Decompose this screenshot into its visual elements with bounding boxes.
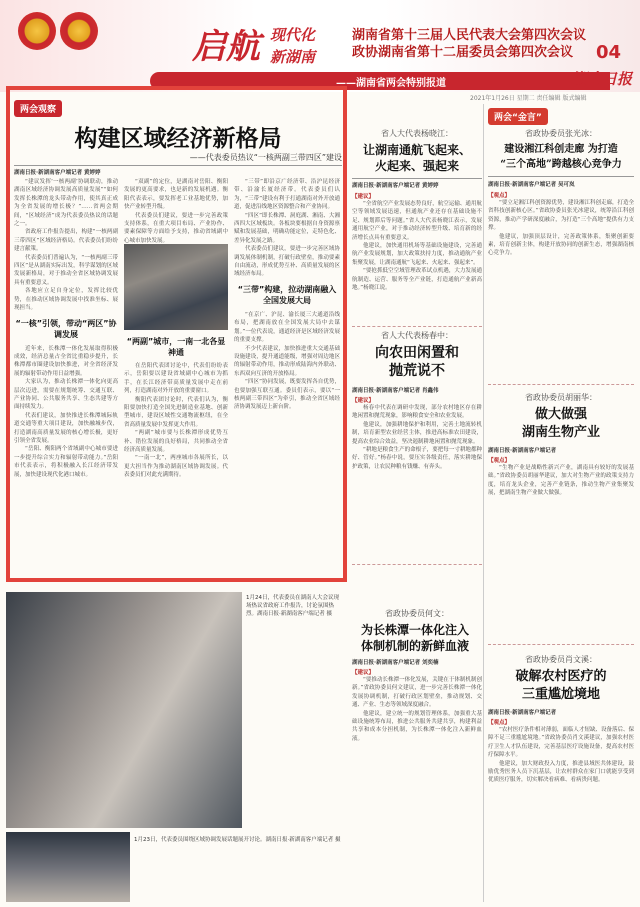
- divider: [488, 644, 634, 645]
- paragraph: 他建议，加快通用机场等基础设施建设，完善通航产业发展规划，加大政策扶持力度，推动通航产业集聚发展，让湖南通航“飞起来、火起来、强起来”。: [352, 243, 482, 266]
- divider: [14, 165, 342, 166]
- subheading: “一核”引领，带动“两区”协调发展: [15, 318, 117, 339]
- headline-logo: [190, 18, 340, 70]
- right-bottom-body: [488, 718, 634, 785]
- paragraph: 大家认为，推动长株潭一体化向更高层次迈进，需要在规划统筹、交通互联、产业协同、公共服务共享、生态共建等方面持续发力。: [14, 379, 118, 411]
- mid-mid-title: [352, 344, 482, 380]
- paragraph: 省政府工作报告提出，构建“一核两副三带四区”区域经济格局。代表委员们纷纷建言献策。: [14, 229, 118, 253]
- right-top-body: [488, 191, 634, 258]
- paragraph: 他建议，加强顶层设计，完善政策体系，集聚创新要素，培育创新主体，构建开放协同的创新生态，增强湖南核心竞争力。: [488, 233, 634, 257]
- divider: [352, 564, 482, 565]
- paragraph: 不少代表建议，加快推进重大交通基础设施建设，提升通道能级，增强对周边地区的辐射带动作用，推动形成陆海内外联动、东西双向互济的开放格局。: [234, 345, 340, 377]
- article-byline: 湖南日报·新湖南客户端记者 黄婷婷: [14, 170, 101, 176]
- mid-bottom-title: [340, 622, 490, 654]
- title-line: 火起来、强起来: [374, 159, 459, 173]
- paragraph: “四区”协同发展，既要发挥各自优势，也要加强互联互通。委员们表示，要以“一核两副三带四区”为牵引，推动全省区域经济协调发展迈上新台阶。: [234, 379, 340, 411]
- right-bottom-name: 省政协委员肖文溪：: [525, 655, 597, 664]
- title-line: 破解农村医疗的: [515, 669, 607, 684]
- tag: 【观点】: [488, 193, 511, 199]
- paragraph: “耕地是粮食生产的命根子，要把每一寸耕地都种好、管好。”杨春中说，要压实各级责任，落实耕地保护政策，让农民种粮有钱赚、有奔头。: [352, 447, 482, 470]
- title-line: 为长株潭一体化注入: [360, 623, 469, 637]
- right-bottom-byline: 湖南日报·新湖南客户端记者: [488, 710, 557, 716]
- mid-mid-byline: 湖南日报·新湖南客户端记者 肖鑫伟: [352, 388, 439, 394]
- divider: [352, 178, 482, 179]
- title-line: 让湖南通航飞起来、: [362, 143, 471, 157]
- newspaper-brand: 湖南日报: [572, 70, 633, 88]
- tag: 【建议】: [352, 398, 375, 404]
- article-photo: [124, 244, 228, 330]
- logo-main: 启航: [192, 27, 260, 67]
- right-top-byline: 湖南日报·新湖南客户端记者 吴可岚: [488, 182, 575, 188]
- tag: 【观点】: [488, 458, 511, 464]
- right-top-name: 省政协委员张光冰：: [525, 129, 597, 138]
- logo-sub1: 现代化: [270, 26, 316, 44]
- national-emblem-icon: [18, 12, 56, 50]
- meeting-line-2: 政协湖南省第十二届委员会第四次会议: [352, 45, 574, 60]
- photo-b-caption: 1月23日，代表委员围绕区域协调发展话题展开讨论。湖南日报·新湖南客户端记者 摄: [134, 837, 341, 843]
- article-subtitle: ——代表委员热议“一核两副三带四区”建设: [189, 153, 342, 162]
- divider: [488, 176, 634, 177]
- logo-sub2: 新湖南: [270, 48, 316, 66]
- title-line: 抛荒说不: [389, 363, 445, 379]
- paragraph: “三带”即沿京广经济带、沿沪昆经济带、沿渝长厦经济带。代表委员们认为，“三带”建设有利于打通湖南对外开放通道，促进沿线地区资源整合和产业协同。: [234, 179, 340, 211]
- article-title: 构建区域经济新格局: [74, 125, 282, 152]
- paragraph: 他建议，加强耕地保护和利用，完善土地流转机制，培育新型农业经营主体，推进高标准农田建设，提高农业综合效益，坚决遏制耕地闲置和抛荒现象。: [352, 421, 482, 445]
- paragraph: “在京广、沪昆、渝长厦三大通道沿线布局，把湖南放在全国发展大局中去谋划。”一位代表说，通道经济是区域经济发展的重要支撑。: [234, 311, 340, 344]
- title-line: 向农田闲置和: [375, 345, 459, 361]
- conference-photo-a: [6, 592, 242, 828]
- cppcc-emblem-icon: [60, 12, 98, 50]
- paragraph: “双副”的定位，是湖南对岳阳、衡阳发展的更高要求，也是新的发展机遇。衡阳代表表示，要发挥老工业基地优势，加快产业转型升级。: [124, 179, 228, 211]
- right-mid-title: [488, 406, 634, 442]
- right-mid-body: [488, 456, 634, 498]
- column-rule: [483, 104, 484, 902]
- right-mid-byline: 湖南日报·新湖南客户端记者: [488, 448, 557, 454]
- title-line: 做大做强: [534, 407, 587, 422]
- tag: 【观点】: [488, 720, 511, 726]
- paragraph: “要立足湘江科创资源优势，建设湘江科创走廊，打造全省科技创新核心区。”省政协委员张光冰建议，统筹沿江科创资源，推动产学研深度融合，为打造“三个高地”提供有力支撑。: [488, 200, 634, 232]
- paragraph: “农村医疗条件相对薄弱，面临人才短缺、设备落后、保障不足三重尴尬境地。”省政协委员肖文溪建议，加强农村医疗卫生人才队伍建设，完善基层医疗设施设备，提高农村医疗保障水平。: [488, 727, 634, 759]
- paragraph: “全省航空产业发展态势良好，航空运输、通用航空等领域发展迅速，但通航产业还存在基础设施不足、规划滞后等问题。”省人大代表杨晓江表示，发展通用航空产业，对于推动经济转型升级、培育新的经济增长点具有重要意义。: [352, 201, 482, 241]
- paragraph: “岳阳、衡阳两个省域副中心城市要进一步提升综合实力和辐射带动能力。”岳阳市代表表示，将积极融入长江经济带发展，加快建设现代化港口城市。: [14, 446, 118, 478]
- paragraph: 代表们建议，加快推进长株潭城际轨道交通等重大项目建设，加快融城步伐，打造湖南高质量发展的核心增长极，更好引领全省发展。: [14, 412, 118, 444]
- right-bottom-title: [488, 668, 634, 704]
- paragraph: 代表委员们建议，要进一步完善区域协调发展体制机制，打破行政壁垒，推动要素自由流动，形成优势互补、高质量发展的区域经济布局。: [234, 246, 340, 278]
- mid-top-kicker: 省人大代表杨晓江：: [381, 129, 453, 138]
- mid-top-byline: 湖南日报·新湖南客户端记者 黄婷婷: [352, 183, 439, 189]
- golden-words-kicker: 两会“金言”: [488, 108, 548, 125]
- title-line: “三个高地”跨越核心竞争力: [500, 159, 622, 170]
- paragraph: 近年来，长株潭一体化发展取得积极成效，经济总量占全省比重稳步提升，长株潭都市圈建设加快推进，对全省经济发展的辐射带动作用日益增强。: [14, 345, 118, 377]
- article-col-2b: [124, 332, 228, 480]
- page-number: 04: [596, 42, 622, 63]
- paragraph: “要抢抓低空空域管理改革试点机遇，大力发展通航制造、运营、服务等全产业链，打造通航产业新高地。”杨晓江说。: [352, 268, 482, 292]
- mid-mid-kicker: 省人大代表杨春中：: [381, 331, 453, 340]
- subheading: “三带”构建，拉动湖南融入全国发展大局: [237, 284, 337, 305]
- mid-top-title: [352, 142, 482, 174]
- divider: [488, 384, 634, 385]
- right-top-title: [488, 142, 634, 172]
- paragraph: “生物产业是战略性新兴产业，湖南具有较好的发展基础。”省政协委员胡丽华建议，加大对生物产业的政策支持力度，培育龙头企业，完善产业链条，推动生物产业集聚发展，把湖南生物产业做大做强。: [488, 465, 634, 497]
- paragraph: “建议发挥‘一核两副’协调联动，推动湖南区域经济协调发展高质量发展”“如何发挥长株潭的龙头带动作用，使其真正成为全省发展的增长极？”……省两会期间，“区域经济”成为代表委员热议的话题之一。: [14, 179, 118, 228]
- issue-date: 2021年1月26日 星期二 责任编辑 版式编辑: [470, 95, 587, 102]
- photo-a-caption: 1月24日，代表委员在湖南人大会议现场热议省政府工作报告，讨论氛围热烈。湖南日报·新湖南客户端记者 摄: [246, 595, 339, 617]
- mid-bottom-byline: 湖南日报·新湖南客户端记者 刘奕楠: [352, 660, 439, 666]
- banner-text: ——湖南省两会特别报道: [336, 78, 446, 89]
- title-line: 建设湘江科创走廊 为打造: [504, 144, 618, 155]
- tag: 【建议】: [352, 670, 375, 676]
- paragraph: 各地应立足自身定位，发挥比较优势，在推动区域协调发展中找准坐标、展现担当。: [14, 288, 118, 312]
- mid-bottom-kicker: 省政协委员何文：: [385, 609, 449, 618]
- conference-photo-b: [6, 832, 130, 902]
- paragraph: 衡阳代表团讨论时，代表们认为，衡阳要加快打造全国先进制造业基地、创新型城市，建设区域性交通物流枢纽，在全省高质量发展中发挥更大作用。: [124, 396, 228, 428]
- paragraph: 代表委员们建议，要进一步完善政策支持体系，在重大项目布局、产业协作、要素保障等方面给予支持，推动省域副中心城市加快发展。: [124, 212, 228, 244]
- tag: 【建议】: [352, 194, 375, 200]
- section-kicker: 两会观察: [14, 100, 62, 117]
- title-line: 体制机制的新鲜血液: [360, 639, 469, 653]
- mid-bottom-body: [352, 668, 482, 743]
- paragraph: “两副”城市要与长株潭形成优势互补、错位发展的良好格局，共同推动全省经济高质量发展。: [124, 430, 228, 454]
- paragraph: “一南一北”，两座城市各展所长，以更大担当作为推动湖南区域协调发展。代表委员们对此充满期待。: [124, 455, 228, 479]
- right-mid-name: 省政协委员胡丽华：: [525, 393, 597, 402]
- subheading: “两副”城市，一南一北各显神通: [126, 337, 226, 357]
- paragraph: 杨春中代表在调研中发现，部分农村地区存在耕地闲置和抛荒现象，影响粮食安全和农业发展。: [352, 405, 482, 420]
- title-line: 三重尴尬境地: [521, 687, 600, 702]
- meeting-line-1: 湖南省第十三届人民代表大会第四次会议: [352, 28, 587, 43]
- paragraph: 在岳阳代表团讨论中，代表们纷纷表示，岳阳要以建设省域副中心城市为抓手，在长江经济带高质量发展中走在前列，打造湖南对外开放的重要窗口。: [124, 363, 228, 395]
- divider: [352, 326, 482, 327]
- mid-mid-body: [352, 396, 482, 471]
- paragraph: 他建议，加大财政投入力度，推进县域医共体建设，鼓励优秀医务人员下沉基层，让农村群众在家门口就能享受到优质医疗服务，切实解决看病难、看病贵问题。: [488, 760, 634, 784]
- article-col-1: [14, 178, 118, 479]
- paragraph: “四区”即长株潭、洞庭湖、湘南、大湘西四大区域板块。各板块要根据自身资源禀赋和发展基础，明确功能定位，走特色化、差异化发展之路。: [234, 212, 340, 244]
- paragraph: 代表委员们普遍认为，“一核两副三带四区”是从湖南实际出发，科学谋划的区域发展新格局，对于推动全省区域协调发展具有重要意义。: [14, 254, 118, 286]
- paragraph: “要推动长株潭一体化发展，关键在于体制机制创新。”省政协委员何文建议，进一步完善长株潭一体化发展协调机制，打破行政区划壁垒，推动规划、交通、产业、生态等领域深度融合。: [352, 677, 482, 709]
- paragraph: 他建议，建立统一的规划管理体系，加强重大基础设施统筹布局，推进公共服务共建共享，构建利益共享和成本分担机制，为长株潭一体化注入新鲜血液。: [352, 710, 482, 742]
- title-line: 湖南生物产业: [521, 425, 600, 440]
- mid-top-body: [352, 192, 482, 292]
- article-col-3: [234, 178, 340, 412]
